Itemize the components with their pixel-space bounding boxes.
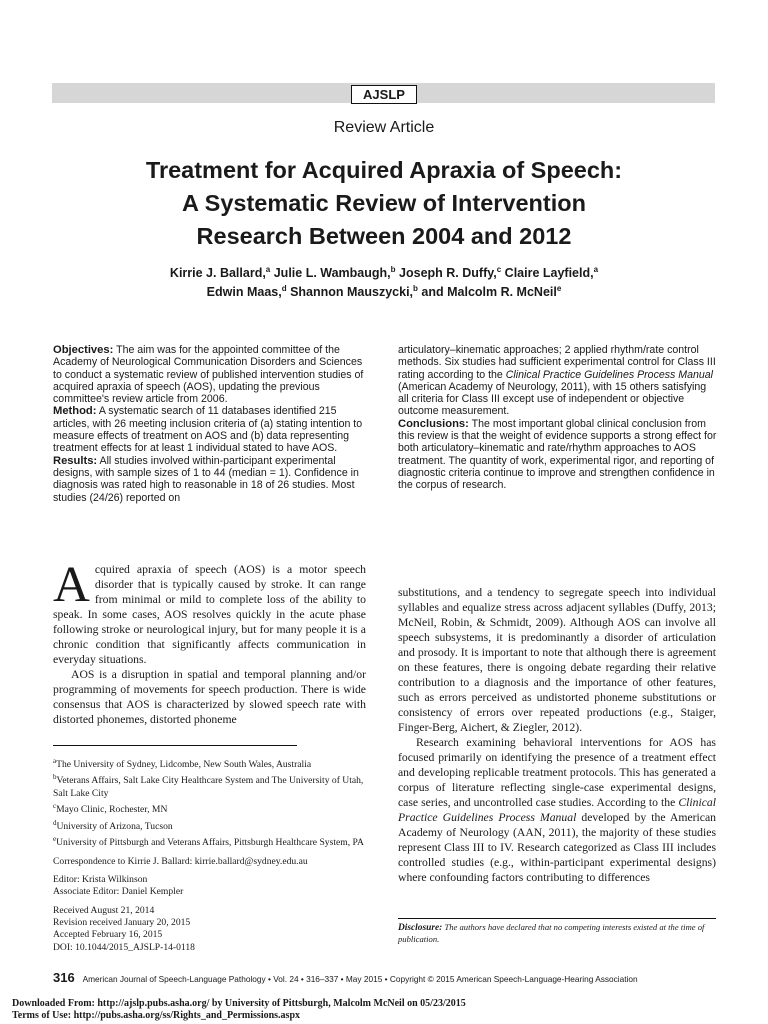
doi: DOI: 10.1044/2015_AJSLP-14-0118 xyxy=(53,941,195,953)
disclosure xyxy=(398,922,716,945)
body-paragraph: AOS is a disruption in spatial and temporal planning and/or programming of movements for speech production. There is wide consensus that AOS is characterized by slowed speech rate with distorted phonemes, distorted phoneme xyxy=(53,668,366,726)
abstract-method: A systematic search of 11 databases identified 215 articles, with 26 meeting inclusion criteria of (a) stating intention to measure effects of treatment on AOS and (b) data representing treatment effects for at least 1 individual stated to have AOS. xyxy=(53,405,363,455)
affiliation: $^d$University of Arizona, Tucson xyxy=(53,818,173,832)
abstract-right-column xyxy=(398,344,718,492)
affiliation: $^e$University of Pittsburgh and Veterans Affairs, Pittsburgh Healthcare System, PA xyxy=(53,835,364,849)
author-affiliation-mark: b xyxy=(413,284,418,294)
page-number: 316 xyxy=(53,970,75,985)
article-type: Review Article xyxy=(333,119,435,136)
author-list xyxy=(60,262,708,300)
author-name: Shannon Mauszycki, xyxy=(290,285,414,300)
author-name: Joseph R. Duffy, xyxy=(399,266,497,281)
author-name: Kirrie J. Ballard, xyxy=(169,266,266,281)
footnote-rule xyxy=(53,745,297,746)
abstract-label: Conclusions: xyxy=(398,417,469,430)
disclosure-text: The authors have declared that no competing interests existed at the time of publication. xyxy=(398,922,705,944)
affiliation: $^c$Mayo Clinic, Rochester, MN xyxy=(53,802,168,816)
author-affiliation-mark: e xyxy=(556,284,562,294)
page-footer xyxy=(53,970,723,985)
author-name: Edwin Maas, xyxy=(206,285,282,300)
abstract-objectives: The aim was for the appointed committee of the Academy of Neurological Communication Disorders and Sciences to conduct a systematic review of published intervention studies of acquired apraxia of speech (AOS), updating the previous committee's review article from 2006. xyxy=(53,344,364,406)
abstract-conclusions: The most important global clinical conclusion from this review is that the weight of evidence supports a strong effect for both articulatory–kinematic and rate/rhythm approaches to AOS treatment. The quantity of work, experimental rigor, and reporting of diagnostic criteria continue to improve and strengthen confidence in the corpus of research. xyxy=(398,417,717,492)
download-line[interactable]: Downloaded From: http://ajslp.pubs.asha.org/ by University of Pittsburgh, Malcolm McNeil on 05/23/2015 xyxy=(12,998,466,1009)
author-affiliation-mark: c xyxy=(496,265,502,274)
revision-date: Revision received January 20, 2015 xyxy=(53,916,191,928)
author-name: Claire Layfield, xyxy=(504,266,594,281)
body-right-column xyxy=(398,585,716,885)
abstract-italic-title: Clinical Practice Guidelines Process Manual xyxy=(505,368,714,381)
disclosure-label: Disclosure: xyxy=(398,923,443,933)
journal-abbreviation: AJSLP xyxy=(351,85,417,104)
associate-editor: Associate Editor: Daniel Kempler xyxy=(53,886,184,898)
affiliation: $^a$The University of Sydney, Lidcombe, New South Wales, Australia xyxy=(53,757,312,771)
drop-cap: A xyxy=(53,557,90,613)
abstract-label: Objectives: xyxy=(53,344,114,356)
body-paragraph: cquired apraxia of speech (AOS) is a motor speech disorder that is typically caused by stroke. It can range from minimal or mild to complete loss of the ability to speak. In some cases, AOS resolves quickly in the acute phase following stroke or neurological injury, but for many people it is a chronic condition that significantly affects communication in everyday situations. xyxy=(53,563,366,666)
editor: Editor: Krista Wilkinson xyxy=(53,874,148,886)
abstract-results-continued: (American Academy of Neurology, 2011), with 15 others satisfying all criteria for Class III except use of independent or objective outcome measurement. xyxy=(398,380,707,418)
author-name: Julie L. Wambaugh, xyxy=(273,266,391,281)
title-line: A Systematic Review of Intervention xyxy=(182,190,586,216)
accepted-date: Accepted February 16, 2015 xyxy=(53,929,163,941)
title-line: Treatment for Acquired Apraxia of Speech: xyxy=(145,157,623,183)
footnotes xyxy=(53,755,373,954)
journal-citation: American Journal of Speech-Language Pathology • Vol. 24 • 316–337 • May 2015 • Copyright © 2015 American Speech-Language-Hearing Association xyxy=(82,974,638,984)
abstract-results-continued: articulatory–kinematic approaches; 2 applied rhythm/rate control methods. Six studies had sufficient experimental control for Class III rating according to the xyxy=(398,344,716,381)
author-affiliation-mark: b xyxy=(390,265,396,274)
title-line: Research Between 2004 and 2012 xyxy=(196,223,572,249)
correspondence: Correspondence to Kirrie J. Ballard: kirrie.ballard@sydney.edu.au xyxy=(53,855,308,867)
abstract-results: All studies involved within-participant experimental designs, with sample sizes of 1 to 44 (median = 1). Confidence in diagnosis was rated high to reasonable in 18 of 26 studies. Most studies (24/26) reported on xyxy=(53,454,359,504)
body-left-column xyxy=(53,557,366,727)
download-notice xyxy=(12,998,752,1022)
author-name: and Malcolm R. McNeil xyxy=(421,285,557,300)
disclosure-rule xyxy=(398,918,716,919)
affiliation: $^b$Veterans Affairs, Salt Lake City Healthcare System and The University of Utah, Salt Lake City xyxy=(53,773,364,799)
terms-line[interactable]: Terms of Use: http://pubs.asha.org/ss/Rights_and_Permissions.aspx xyxy=(12,1010,301,1021)
body-paragraph: Research examining behavioral interventions for AOS has focused primarily on identifying the presence of a treatment effect and developing replicable treatment protocols. This has generated a corpus of literature reflecting single-case experimental designs, case series, and uncontrolled case studies. According to the Clinical Practice Guidelines Process Manual developed by the American Academy of Neurology (AAN, 2011), the majority of these studies represent Class III to IV. Research categorized as Class III includes controlled studies (e.g., within-participant experimental designs) where confounding factors contributing to differences xyxy=(398,736,716,884)
author-affiliation-mark: a xyxy=(265,265,271,274)
author-affiliation-mark: d xyxy=(281,284,287,294)
body-paragraph: substitutions, and a tendency to segregate speech into individual syllables and equalize stress across adjacent syllables (Duffy, 2013; McNeil, Robin, & Schmidt, 2009). Although AOS can involve all speech subsystems, it is predominantly a disorder of articulation and prosody. It is important to note that although there is agreement on these features, there is ongoing debate regarding their relative contribution to a diagnosis and the importance of other features, such as errors perceived as undistorted phoneme substitutions or consistency of errors over repeated productions (e.g., Staiger, Finger-Berg, Aichert, & Ziegler, 2012). xyxy=(398,586,716,734)
received-date: Received August 21, 2014 xyxy=(53,904,155,916)
italic-title: Clinical Practice Guidelines Process Manual xyxy=(398,796,716,824)
abstract-label: Results: xyxy=(53,454,98,467)
author-affiliation-mark: a xyxy=(593,265,599,274)
abstract-left-column xyxy=(53,344,373,504)
abstract-label: Method: xyxy=(53,405,97,418)
article-title xyxy=(60,154,708,253)
